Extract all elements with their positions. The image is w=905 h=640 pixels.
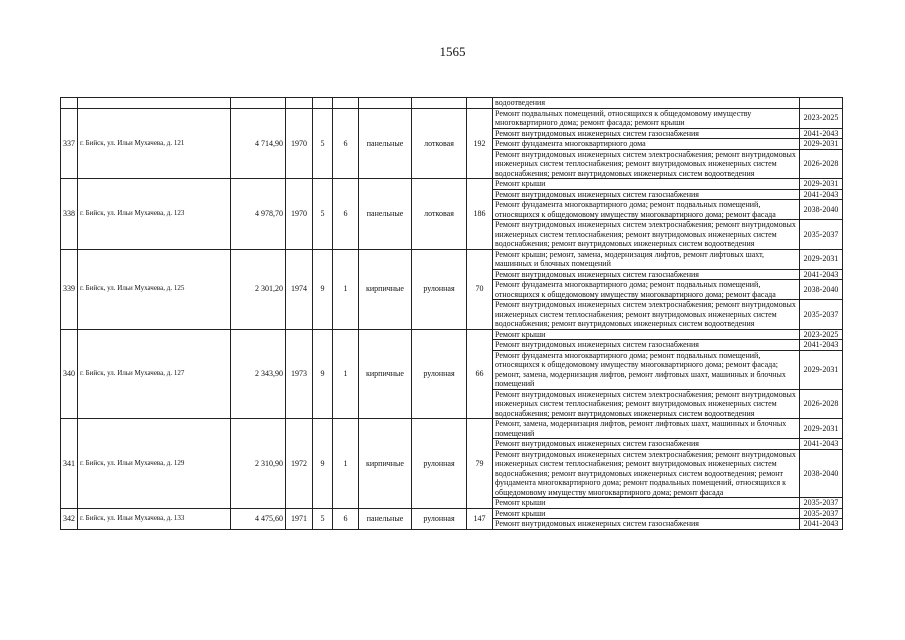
work-cell: водоотведения <box>493 98 800 109</box>
building-floors: 5 <box>313 179 333 250</box>
building-area: 4 475,60 <box>231 508 286 529</box>
repair-period: 2035-2037 <box>800 508 843 519</box>
repair-period: 2029-2031 <box>800 179 843 190</box>
repair-work: Ремонт внутридомовых инженерных систем газоснабжения <box>493 519 800 530</box>
cell-empty <box>333 98 359 109</box>
page-number: 1565 <box>439 44 466 59</box>
cell-empty <box>800 98 843 109</box>
table-row <box>61 108 843 128</box>
repair-period: 2041-2043 <box>800 189 843 200</box>
building-area: 2 301,20 <box>231 249 286 329</box>
building-floors: 9 <box>313 419 333 509</box>
building-wall-material: кирпичные <box>359 329 412 419</box>
building-wall-material: панельные <box>359 108 412 179</box>
repair-work: Ремонт внутридомовых инженерных систем электроснабжения; ремонт внутридомовых инженерных систем теплоснабжения; ремонт внутридомовых инженерных систем водоснабжения; ремонт внутридомовых инженерных систем водоотведения <box>493 220 800 250</box>
repair-period: 2038-2040 <box>800 280 843 300</box>
building-address: г. Бийск, ул. Ильи Мухачева, д. 123 <box>78 179 231 250</box>
building-year: 1971 <box>286 508 313 529</box>
repair-work: Ремонт крыши <box>493 508 800 519</box>
building-floors: 9 <box>313 329 333 419</box>
repair-work: Ремонт крыши <box>493 179 800 190</box>
repair-work: Ремонт крыши <box>493 498 800 509</box>
building-address: г. Бийск, ул. Ильи Мухачева, д. 125 <box>78 249 231 329</box>
carry-over-row <box>61 98 843 109</box>
repair-period: 2026-2028 <box>800 149 843 179</box>
repair-period: 2029-2031 <box>800 139 843 150</box>
building-year: 1970 <box>286 179 313 250</box>
repair-work: Ремонт внутридомовых инженерных систем электроснабжения; ремонт внутридомовых инженерных систем теплоснабжения; ремонт внутридомовых инженерных систем водоснабжения; ремонт внутридомовых инженерных систем водоотведения <box>493 389 800 419</box>
building-entrances: 6 <box>333 108 359 179</box>
building-wall-material: панельные <box>359 508 412 529</box>
cell-empty <box>61 98 78 109</box>
building-roof-type: рулонная <box>412 249 467 329</box>
cell-empty <box>359 98 412 109</box>
building-floors: 5 <box>313 508 333 529</box>
cell-empty <box>286 98 313 109</box>
repair-work: Ремонт внутридомовых инженерных систем электроснабжения; ремонт внутридомовых инженерных систем теплоснабжения; ремонт внутридомовых инженерных систем водоснабжения; ремонт внутридомовых инженерных систем водоотведения <box>493 149 800 179</box>
repair-period: 2041-2043 <box>800 340 843 351</box>
building-area: 4 978,70 <box>231 179 286 250</box>
building-residents: 70 <box>467 249 493 329</box>
repair-work: Ремонт фундамента многоквартирного дома <box>493 139 800 150</box>
building-number: 340 <box>61 329 78 419</box>
building-area: 2 310,90 <box>231 419 286 509</box>
repair-period: 2041-2043 <box>800 439 843 450</box>
building-address: г. Бийск, ул. Ильи Мухачева, д. 127 <box>78 329 231 419</box>
building-entrances: 1 <box>333 329 359 419</box>
capital-repair-table <box>60 97 843 530</box>
repair-period: 2035-2037 <box>800 498 843 509</box>
table-row <box>61 419 843 439</box>
repair-work: Ремонт, замена, модернизация лифтов, ремонт лифтовых шахт, машинных и блочных помещений <box>493 419 800 439</box>
building-roof-type: рулонная <box>412 419 467 509</box>
repair-period: 2041-2043 <box>800 269 843 280</box>
repair-period: 2035-2037 <box>800 220 843 250</box>
repair-period: 2029-2031 <box>800 249 843 269</box>
repair-work: Ремонт подвальных помещений, относящихся к общедомовому имуществу многоквартирного дома; ремонт фасада; ремонт крыши <box>493 108 800 128</box>
repair-work: Ремонт крыши <box>493 329 800 340</box>
building-floors: 5 <box>313 108 333 179</box>
repair-work: Ремонт крыши; ремонт, замена, модернизация лифтов, ремонт лифтовых шахт, машинных и блочных помещений <box>493 249 800 269</box>
cell-empty <box>412 98 467 109</box>
table-row <box>61 329 843 340</box>
building-entrances: 1 <box>333 249 359 329</box>
repair-work: Ремонт внутридомовых инженерных систем газоснабжения <box>493 189 800 200</box>
repair-work: Ремонт фундамента многоквартирного дома; ремонт подвальных помещений, относящихся к общедомовому имуществу многоквартирного дома; ремонт фасада <box>493 280 800 300</box>
building-roof-type: рулонная <box>412 329 467 419</box>
building-residents: 79 <box>467 419 493 509</box>
building-area: 4 714,90 <box>231 108 286 179</box>
repair-period: 2038-2040 <box>800 200 843 220</box>
repair-period: 2041-2043 <box>800 128 843 139</box>
building-number: 342 <box>61 508 78 529</box>
repair-period: 2038-2040 <box>800 449 843 498</box>
building-year: 1974 <box>286 249 313 329</box>
repair-work: Ремонт внутридомовых инженерных систем газоснабжения <box>493 340 800 351</box>
repair-work: Ремонт внутридомовых инженерных систем электроснабжения; ремонт внутридомовых инженерных систем теплоснабжения; ремонт внутридомовых инженерных систем водоснабжения; ремонт внутридомовых инженерных систем водоотведения <box>493 300 800 330</box>
repair-period: 2029-2031 <box>800 419 843 439</box>
building-residents: 192 <box>467 108 493 179</box>
repair-period: 2023-2025 <box>800 108 843 128</box>
repair-period: 2029-2031 <box>800 350 843 389</box>
repair-period: 2041-2043 <box>800 519 843 530</box>
building-address: г. Бийск, ул. Ильи Мухачева, д. 133 <box>78 508 231 529</box>
repair-period: 2035-2037 <box>800 300 843 330</box>
repair-work: Ремонт внутридомовых инженерных систем газоснабжения <box>493 128 800 139</box>
building-roof-type: рулонная <box>412 508 467 529</box>
cell-empty <box>231 98 286 109</box>
building-entrances: 6 <box>333 508 359 529</box>
building-entrances: 6 <box>333 179 359 250</box>
building-entrances: 1 <box>333 419 359 509</box>
building-roof-type: лотковая <box>412 179 467 250</box>
cell-empty <box>313 98 333 109</box>
repair-work: Ремонт фундамента многоквартирного дома; ремонт подвальных помещений, относящихся к общедомовому имуществу многоквартирного дома; ремонт фасада <box>493 200 800 220</box>
building-year: 1972 <box>286 419 313 509</box>
cell-empty <box>467 98 493 109</box>
repair-work: Ремонт фундамента многоквартирного дома; ремонт подвальных помещений, относящихся к общедомовому имуществу многоквартирного дома; ремонт фасада; ремонт, замена, модернизация лифтов, ремонт лифтовых шахт, машинных и блочных помещений <box>493 350 800 389</box>
table-row <box>61 179 843 190</box>
table-row <box>61 508 843 519</box>
repair-period: 2026-2028 <box>800 389 843 419</box>
building-number: 339 <box>61 249 78 329</box>
building-residents: 186 <box>467 179 493 250</box>
building-wall-material: кирпичные <box>359 419 412 509</box>
building-year: 1970 <box>286 108 313 179</box>
table-row <box>61 249 843 269</box>
building-wall-material: панельные <box>359 179 412 250</box>
building-number: 338 <box>61 179 78 250</box>
repair-period: 2023-2025 <box>800 329 843 340</box>
cell-empty <box>78 98 231 109</box>
repair-work: Ремонт внутридомовых инженерных систем электроснабжения; ремонт внутридомовых инженерных систем теплоснабжения; ремонт внутридомовых инженерных систем водоснабжения; ремонт внутридомовых инженерных систем водоотведения; ремонт фундамента многоквартирного дома; ремонт подвальных помещений, относящихся к общедомовому имуществу многоквартирного дома; ремонт фасада <box>493 449 800 498</box>
repair-work: Ремонт внутридомовых инженерных систем газоснабжения <box>493 269 800 280</box>
building-number: 337 <box>61 108 78 179</box>
table-body <box>61 98 843 530</box>
building-floors: 9 <box>313 249 333 329</box>
building-year: 1973 <box>286 329 313 419</box>
building-roof-type: лотковая <box>412 108 467 179</box>
building-wall-material: кирпичные <box>359 249 412 329</box>
building-residents: 147 <box>467 508 493 529</box>
building-number: 341 <box>61 419 78 509</box>
building-address: г. Бийск, ул. Ильи Мухачева, д. 129 <box>78 419 231 509</box>
building-address: г. Бийск, ул. Ильи Мухачева, д. 121 <box>78 108 231 179</box>
building-residents: 66 <box>467 329 493 419</box>
repair-work: Ремонт внутридомовых инженерных систем газоснабжения <box>493 439 800 450</box>
building-area: 2 343,90 <box>231 329 286 419</box>
